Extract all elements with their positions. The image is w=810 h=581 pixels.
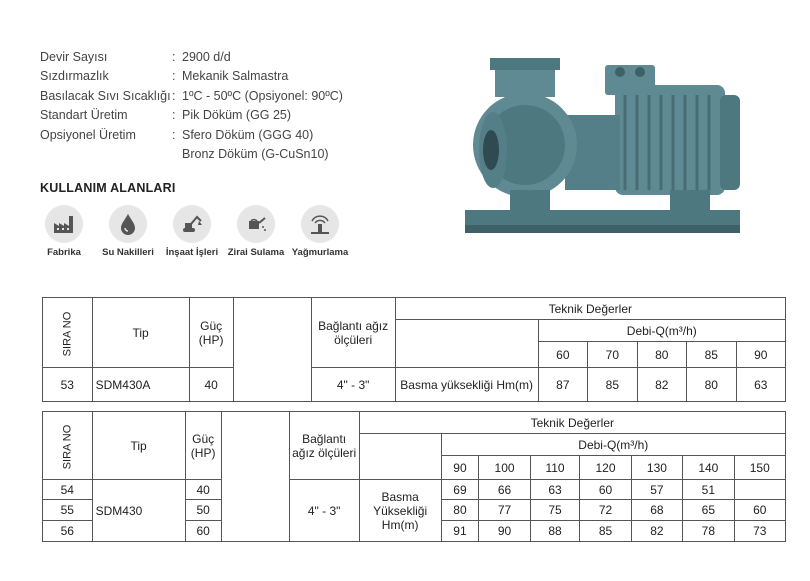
spec-colon: : <box>172 88 176 103</box>
spec-label: Standart Üretim <box>40 108 128 123</box>
tip-cell: SDM430 <box>92 480 185 542</box>
sira-cell: 54 <box>43 480 93 500</box>
head-value: 69 <box>441 480 479 500</box>
spec-table-1 <box>42 297 786 402</box>
excavator-icon <box>173 205 211 243</box>
guc-cell: 50 <box>185 500 221 521</box>
tip-header: Tip <box>92 298 189 368</box>
debi-header: Debi-Q(m³/h) <box>441 434 785 456</box>
table-row <box>43 480 786 500</box>
spec-label: Basılacak Sıvı Sıcaklığı <box>40 88 171 103</box>
usage-item-sprinkler <box>288 205 352 258</box>
sira-header: SIRA NO <box>43 298 93 368</box>
head-value: 82 <box>637 368 686 402</box>
guc-header: Güç (HP) <box>189 298 233 368</box>
tip-header: Tip <box>92 412 185 480</box>
guc-header: Güç (HP) <box>185 412 221 480</box>
flow-value: 80 <box>637 342 686 368</box>
head-value: 65 <box>683 500 734 521</box>
usage-label: Yağmurlama <box>291 247 349 258</box>
spec-row <box>40 47 343 67</box>
head-value: 85 <box>588 368 637 402</box>
head-value: 57 <box>631 480 682 500</box>
baglanti-cell: 4" - 3" <box>289 480 359 542</box>
guc-cell: 60 <box>185 521 221 542</box>
head-value: 82 <box>631 521 682 542</box>
head-value: 66 <box>479 480 530 500</box>
usage-label: Zirai Sulama <box>227 247 285 258</box>
head-value <box>734 480 785 500</box>
head-value: 63 <box>530 480 580 500</box>
blank-cell <box>395 320 538 368</box>
usage-item-irrigation <box>224 205 288 258</box>
teknik-header: Teknik Değerler <box>359 412 785 434</box>
flow-value: 90 <box>736 342 786 368</box>
head-value: 73 <box>734 521 785 542</box>
usage-item-construction <box>160 205 224 258</box>
table-row <box>43 368 786 402</box>
spec-row <box>40 106 343 126</box>
head-value: 91 <box>441 521 479 542</box>
head-value: 72 <box>580 500 631 521</box>
teknik-header: Teknik Değerler <box>395 298 785 320</box>
guc-cell: 40 <box>185 480 221 500</box>
flow-value: 100 <box>479 456 530 480</box>
flow-value: 85 <box>687 342 736 368</box>
spec-value: Bronz Döküm (G-CuSn10) <box>182 147 329 162</box>
spec-table-2 <box>42 411 786 542</box>
pump-image <box>455 40 755 255</box>
usage-item-factory <box>32 205 96 258</box>
head-value: 51 <box>683 480 734 500</box>
spec-value: Sfero Döküm (GGG 40) <box>182 127 314 142</box>
head-value: 88 <box>530 521 580 542</box>
sira-cell: 56 <box>43 521 93 542</box>
watering-can-icon <box>237 205 275 243</box>
spec-value: Mekanik Salmastra <box>182 69 289 84</box>
tip-cell: SDM430A <box>92 368 189 402</box>
sprinkler-icon <box>301 205 339 243</box>
factory-icon <box>45 205 83 243</box>
usage-title: KULLANIM ALANLARI <box>40 181 176 195</box>
usage-label: Su Nakilleri <box>102 247 154 258</box>
baglanti-cell: 4" - 3" <box>311 368 395 402</box>
usage-item-water <box>96 205 160 258</box>
blank-cell <box>221 412 289 542</box>
flow-value: 150 <box>734 456 785 480</box>
spec-label: Opsiyonel Üretim <box>40 127 136 142</box>
head-value: 60 <box>580 480 631 500</box>
flow-value: 130 <box>631 456 682 480</box>
usage-icons <box>40 205 352 258</box>
head-value: 80 <box>441 500 479 521</box>
head-value: 87 <box>538 368 587 402</box>
water-drop-icon <box>109 205 147 243</box>
flow-value: 60 <box>538 342 587 368</box>
basma-label: Basma yüksekliği Hm(m) <box>395 368 538 402</box>
spec-list <box>40 47 343 164</box>
baglanti-header: Bağlantı ağız ölçüleri <box>289 412 359 480</box>
blank-cell <box>233 298 311 402</box>
blank-cell <box>359 434 441 480</box>
spec-label: Sızdırmazlık <box>40 69 109 84</box>
spec-value: 2900 d/d <box>182 49 231 64</box>
sira-cell: 53 <box>43 368 93 402</box>
head-value: 85 <box>580 521 631 542</box>
spec-colon: : <box>172 69 176 84</box>
debi-header: Debi-Q(m³/h) <box>538 320 785 342</box>
usage-label: Fabrika <box>47 247 81 258</box>
head-value: 78 <box>683 521 734 542</box>
spec-row <box>40 86 343 106</box>
head-value: 77 <box>479 500 530 521</box>
flow-value: 120 <box>580 456 631 480</box>
head-value: 90 <box>479 521 530 542</box>
baglanti-header: Bağlantı ağız ölçüleri <box>311 298 395 368</box>
spec-row <box>40 67 343 87</box>
head-value: 60 <box>734 500 785 521</box>
flow-value: 110 <box>530 456 580 480</box>
spec-row <box>40 145 343 165</box>
sira-header: SIRA NO <box>43 412 93 480</box>
spec-colon: : <box>172 49 176 64</box>
usage-label: İnşaat İşleri <box>165 247 219 258</box>
head-value: 75 <box>530 500 580 521</box>
guc-cell: 40 <box>189 368 233 402</box>
head-value: 68 <box>631 500 682 521</box>
spec-value: 1ºC - 50ºC (Opsiyonel: 90ºC) <box>182 88 343 103</box>
flow-value: 70 <box>588 342 637 368</box>
head-value: 63 <box>736 368 786 402</box>
spec-label: Devir Sayısı <box>40 49 108 64</box>
flow-value: 140 <box>683 456 734 480</box>
spec-value: Pik Döküm (GG 25) <box>182 108 292 123</box>
sira-cell: 55 <box>43 500 93 521</box>
spec-row <box>40 125 343 145</box>
basma-label: Basma Yüksekliği Hm(m) <box>359 480 441 542</box>
spec-colon: : <box>172 127 176 142</box>
flow-value: 90 <box>441 456 479 480</box>
spec-colon: : <box>172 108 176 123</box>
head-value: 80 <box>687 368 736 402</box>
